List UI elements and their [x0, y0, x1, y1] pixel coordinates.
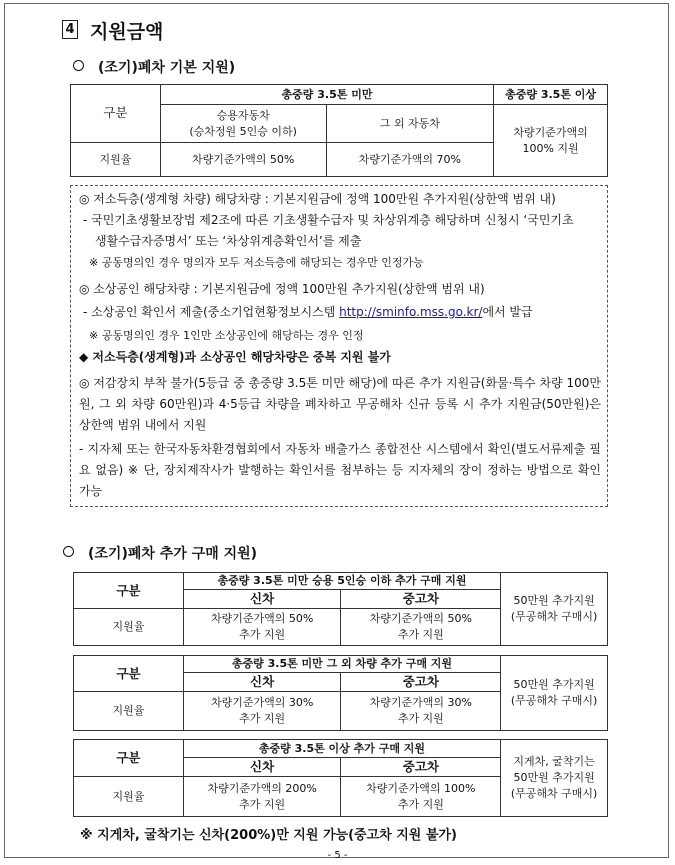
table2-used-rate: 차량기준가액의 30% 추가 지원 [341, 692, 501, 731]
circle-bullet-icon [63, 546, 74, 557]
section-title: 지원금액 [90, 21, 164, 43]
reduction-device-line: ◎ 저감장치 부착 불가(5등급 중 총중량 3.5톤 미만 해당)에 따른 추가 지원금(화물·특수 차량 100만원, 그 외 차량 60만원)과 4·5등급 차량을 폐차하고 무공해차 신규 등록 시 추가 지원금(50만원)은 상한액 범위 내에서 지원 [79, 376, 601, 432]
table1-rate-label: 지원율 [74, 609, 184, 646]
verification-line: - 지자체 또는 한국자동차환경협회에서 자동차 배출가스 종합전산 시스템에서 확인(별도서류제출 필요 없음) ※ 단, 장치제작사가 발행하는 확인서를 첨부하는 등 지자체의 장이 정하는 방법으로 확인 가능 [79, 442, 601, 498]
table3-new-rate: 차량기준가액의 200% 추가 지원 [183, 777, 341, 817]
basic-rate-over35: 차량기준가액의 100% 지원 [494, 105, 608, 177]
basic-over35-header: 총중량 3.5톤 이상 [494, 85, 608, 105]
small-business-line: ◎ 소상공인 해당차량 : 기본지원금에 정액 100만원 추가지원(상한액 범위 내) [79, 282, 485, 296]
basic-rate-other: 차량기준가액의 70% [326, 143, 494, 177]
section-number: 4 [62, 20, 78, 39]
table1-side-note: 50만원 추가지원 (무공해차 구매시) [501, 573, 608, 646]
table2-used-header: 중고차 [341, 673, 501, 692]
low-income-detail-2: 생활수급자증명서’ 또는 ‘차상위계층확인서’를 제출 [95, 234, 362, 248]
table2-header: 총중량 3.5톤 미만 그 외 차량 추가 구매 지원 [183, 656, 500, 673]
basic-support-heading [73, 57, 235, 77]
circle-bullet-icon [73, 60, 84, 71]
low-income-note: ※ 공동명의인 경우 명의자 모두 저소득층에 해당되는 경우만 인정가능 [89, 256, 424, 269]
additional-table-3 [73, 739, 608, 817]
table1-new-header: 신차 [183, 590, 341, 609]
small-business-detail: - 소상공인 확인서 제출(중소기업현황정보시스템 http://sminfo.mss.go.kr/에서 발급 [83, 305, 533, 319]
no-duplicate-line: ◆ 저소득층(생계형)과 소상공인 해당차량은 중복 지원 불가 [79, 350, 391, 364]
low-income-detail-1: - 국민기초생활보장법 제2조에 따른 기초생활수급자 및 차상위계층 해당하며 신청시 ‘국민기초 [83, 213, 574, 227]
table1-used-header: 중고차 [341, 590, 501, 609]
table1-header: 총중량 3.5톤 미만 승용 5인승 이하 추가 구매 지원 [183, 573, 500, 590]
table2-rate-label: 지원율 [74, 692, 184, 731]
table2-col-group: 구분 [74, 656, 184, 692]
sminfo-link[interactable]: http://sminfo.mss.go.kr/ [339, 305, 483, 319]
table3-rate-label: 지원율 [74, 777, 184, 817]
additional-criteria-box [70, 185, 608, 507]
additional-table-1 [73, 572, 608, 646]
basic-passenger-header: 승용자동차 (승차정원 5인승 이하) [160, 105, 326, 143]
additional-purchase-heading [63, 543, 257, 563]
table2-new-rate: 차량기준가액의 30% 추가 지원 [183, 692, 341, 731]
table3-used-header: 중고차 [341, 758, 501, 777]
basic-other-header: 그 외 자동차 [326, 105, 494, 143]
table1-new-rate: 차량기준가액의 50% 추가 지원 [183, 609, 341, 646]
basic-rate-passenger: 차량기준가액의 50% [160, 143, 326, 177]
additional-purchase-title: (조기)폐차 추가 구매 지원) [88, 546, 258, 562]
basic-under35-header: 총중량 3.5톤 미만 [160, 85, 493, 105]
small-business-note: ※ 공동명의인 경우 1인만 소상공인에 해당하는 경우 인정 [89, 329, 364, 342]
table3-header: 총중량 3.5톤 이상 추가 구매 지원 [183, 740, 500, 758]
table3-side-note: 지게차, 굴착기는 50만원 추가지원 (무공해차 구매시) [501, 740, 608, 817]
table3-new-header: 신차 [183, 758, 341, 777]
table2-new-header: 신차 [183, 673, 341, 692]
additional-table-2 [73, 655, 608, 731]
basic-rate-label: 지원율 [71, 143, 161, 177]
basic-support-title: (조기)폐차 기본 지원) [98, 60, 236, 76]
basic-col-group: 구분 [71, 85, 161, 143]
forklift-footnote: ※ 지게차, 굴착기는 신차(200%)만 지원 가능(중고차 지원 불가) [80, 828, 457, 843]
basic-support-table [70, 84, 608, 177]
table2-side-note: 50만원 추가지원 (무공해차 구매시) [501, 656, 608, 731]
low-income-line: ◎ 저소득층(생계형 차량) 해당차량 : 기본지원금에 정액 100만원 추가지원(상한액 범위 내) [79, 192, 556, 206]
table1-used-rate: 차량기준가액의 50% 추가 지원 [341, 609, 501, 646]
table3-used-rate: 차량기준가액의 100% 추가 지원 [341, 777, 501, 817]
table3-col-group: 구분 [74, 740, 184, 777]
page-number: - 5 - [327, 850, 348, 861]
table1-col-group: 구분 [74, 573, 184, 609]
